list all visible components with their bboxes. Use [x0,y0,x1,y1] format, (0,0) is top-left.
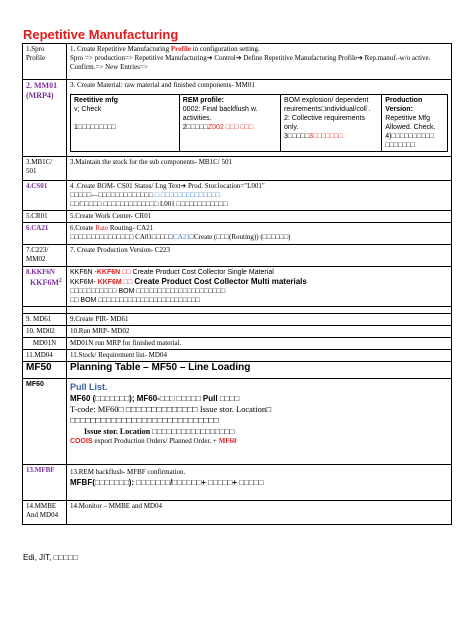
step-label: 6.CA21 [23,223,67,245]
setting-cell: Reetitive mfg v; Check 1□□□□□□□□□ [71,95,180,152]
step-label: 14.MMBE And MD04 [23,501,67,525]
table-row [23,362,452,379]
step-label: 10. MD02 [23,326,67,338]
table-row [23,181,452,211]
table-row [23,80,452,157]
step-content: 14.Monitor – MMBE and MD04 [67,501,452,525]
step-content: 13.REM backflush- MFBF confirmation. MFBF(□□□□□□□): □□□□□□□/□□□□□□+ □□□□□+ □□□□□ [67,465,452,501]
step-content: 6.Create Rate Routing- CA21 □□□□□□□□□□□□□□□ CA01□□□□□CA21□Create (□□□(Routing)) (□□□□□□) [67,223,452,245]
step-content: 1. Create Repetitive Manufacturing Profile in configuration setting. Spro => production=> Repetitive Manufacturing➔ Control➔ Define Repetitive Manufacturing Profile➔ Rep.manuf.-w/o active. Confirm.=> New Entries=> [67,44,452,80]
step-content: 9.Create PIR- MD61 [67,314,452,326]
setting-cell: REM profile: 0002: Final backflush w. activities. 2□□□□□Z002 □□□ □□□ [179,95,280,152]
step-label: MF60 [23,379,67,465]
table-row [23,267,452,307]
table-row [23,338,452,350]
step-content: KKF6N -KKF6N □□ Create Product Cost Collector Single Material KKF6M- KKF6M □□ Create Product Cost Collector Multi materials □□□□□□□□□□□ BOM □□□□□□□□□□□□□□□□□□□□□ □□ BOM □□□□□□□□□□□□□□□□□□□□□□□□ [67,267,452,307]
table-row [23,326,452,338]
step-label: MF50 [23,362,67,379]
table-row [23,223,452,245]
step-label: 2. MM01 (MRP4) [23,80,67,157]
page-title: Repetitive Manufacturing [23,27,179,42]
step-content: 4 .Create BOM- CS01 Status/ Lng Text➔ Prod. Stor.location="L001" □□□□□—□□□□□□□□□□□□□ □ □□□□□□□□□□□□□□ □□/□□□□□ □□□□□□□□□□□□□ L001 □□□□□□□□□□□□ [67,181,452,211]
setting-cell: Production Version: Repetitive Mfg Allowed. Check. 4)□□□□□□□□□□ □□□□□□□ [382,95,448,152]
table-row [23,465,452,501]
step-label: MD01N [23,338,67,350]
step-label: 7.C223/ MM02 [23,245,67,267]
step-label: 4.CS01 [23,181,67,211]
setting-cell: BOM explosion/ dependent reuirements□individual/coll . 2: Collective requirements only. 3□□□□□3□□□□□□□ [281,95,382,152]
footer-note: Edi, JIT, □□□□□ [23,553,78,562]
step-content: MD01N run MRP for finished material. [67,338,452,350]
step-content: 10.Run MRP- MD02 [67,326,452,338]
table-row [23,157,452,181]
step-label: 9. MD61 [23,314,67,326]
table-row [23,245,452,267]
table-row [23,501,452,525]
step-label: 5.CR01 [23,211,67,223]
table-row [23,314,452,326]
step-label: 1.Spro Profile [23,44,67,80]
table-row [23,379,452,465]
step-content: 7. Create Production Version- C223 [67,245,452,267]
step-label: 3.MB1C/ 501 [23,157,67,181]
step-content: 11.Stock/ Requirement list- MD04 [67,350,452,362]
table-row [23,211,452,223]
step-label: 11.MD04 [23,350,67,362]
table-row [23,350,452,362]
material-settings-table [70,94,448,152]
step-content: Pull List. MF60 (□□□□□□□); MF60-□□□ □□□□□ Pull □□□□ T-code: MF60□ □□□□□□□□□□□□□□ Issue stor. Location□ □□□□□□□□□□□□□□□□□□□□□□□□□□□□□ Issue stor. Location □□□□□□□□□□□□□□□□□ COOIS export Production Orders/ Planned Order. + MF60 [67,379,452,465]
table-row [23,44,452,80]
process-table [22,43,452,525]
step-label: 13.MFBF [23,465,67,501]
step-label: 8.KKF6N $KKF6M^2$ [23,267,67,307]
step-content: 5.Create Work Center- CR01 [67,211,452,223]
step-content: 3. Create Material: raw material and finished components- MM01 Reetitive mfg v; Check 1□□□□□□□□□ REM profile: 0002: Final backflush w. activities. 2□□□□□Z002 □□□ □□□ BOM explosion/ dependent reuirements□individual/coll . 2: Collective requirements only. 3□□□□□3□□□□□□□ Production Version: Repetitive Mfg Allowed. Check. 4)□□□□□□□□□□ □□□□□□□ [67,80,452,157]
step-content: Planning Table – MF50 – Line Loading [67,362,452,379]
step-content: 3.Maintain the stock for the sub components- MB1C/ 501 [67,157,452,181]
spacer-row [23,307,452,314]
